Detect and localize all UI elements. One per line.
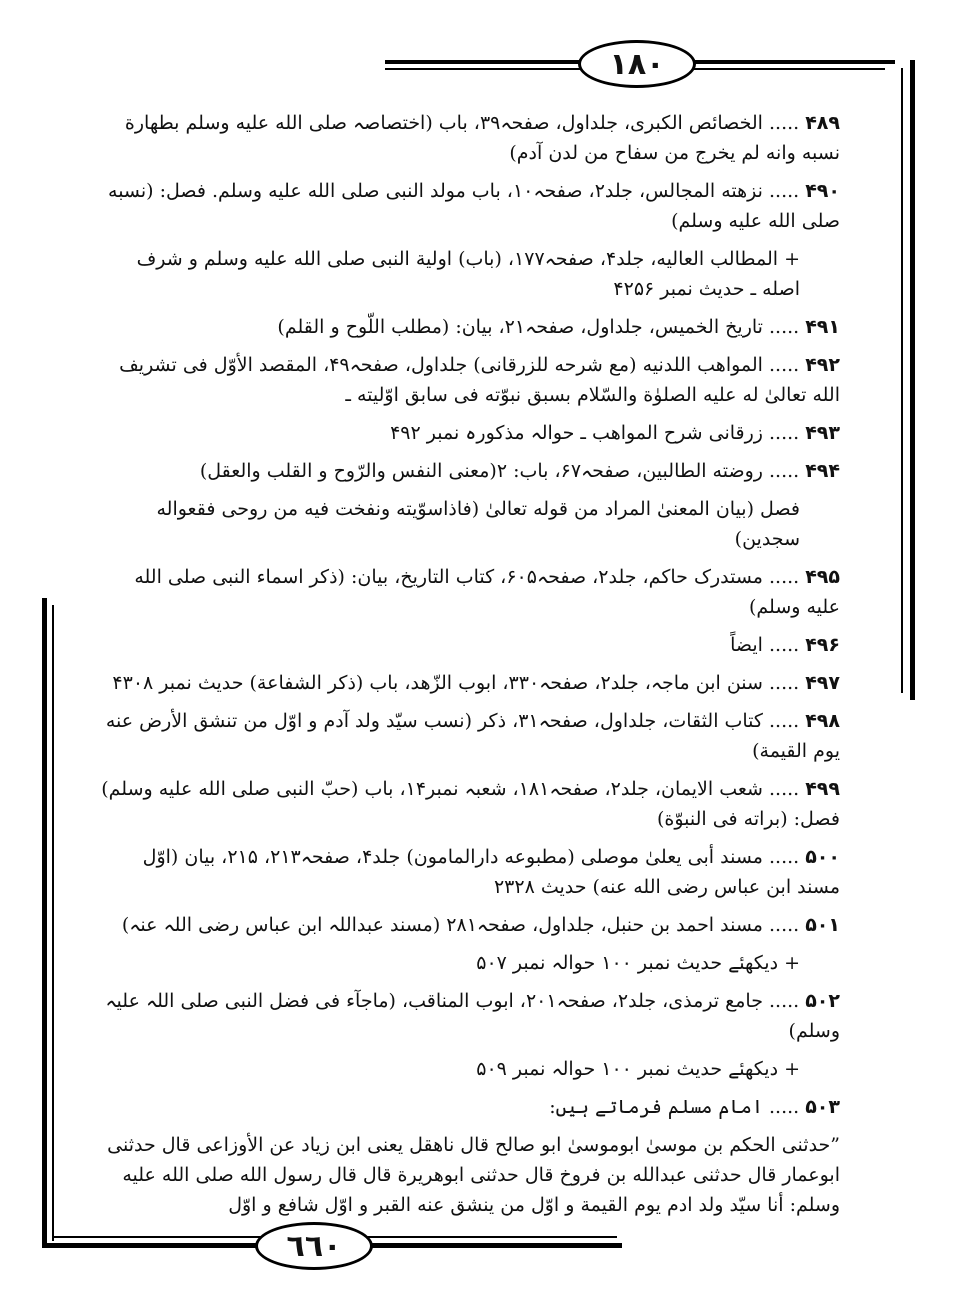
reference-entry: ۴۹۲..... المواهب اللدنیه (مع شرحه للزرقانی) جلداول، صفحہ۴۹، المقصد الأوّل فی تشریف الله تعالیٰ له علیه الصلوٰة والسّلام بسبق نبوّته فی سابق اوّلیته ـ	[119, 354, 840, 406]
bottom-page-number-text: ٦٦٠	[286, 1228, 342, 1264]
references-list	[98, 108, 840, 1228]
reference-entry: ۴۹۳..... زرقانی شرح المواهب ـ حوالہ مذکورہ نمبر ۴۹۲	[390, 422, 840, 444]
reference-entry: ۵۰۰..... مسند أبی یعلیٰ موصلی (مطبوعه دارالمامون) جلد۴، صفحہ۲۱۳، ۲۱۵، بیان (اوّل مسند ابن عباس رضی الله عنه) حدیث ۲۳۲۸	[142, 846, 840, 898]
reference-entry: ۵۰۳..... امام مسلم فرماتے ہیں:	[549, 1096, 840, 1118]
top-page-number	[578, 40, 696, 88]
reference-entry: ۴۹۷..... سنن ابن ماجہ، جلد۲، صفحہ۳۳۰، ابوب الزّهد، باب (ذکر الشفاعة) حدیث نمبر ۴۳۰۸	[112, 672, 840, 694]
reference-entry: ۴۹۵..... مستدرک حاکم، جلد۲، صفحہ۶۰۵، کتاب التاریخ، بیان: (ذکر اسماء النبی صلی الله علیه وسلم)	[134, 566, 840, 618]
reference-subentry: فصل (بیان المعنیٰ المراد من قوله تعالیٰ (فاذاسوّیته ونفخت فیه من روحی فقعواله سجدین)	[156, 498, 800, 550]
reference-subentry: + دیکھئے حدیث نمبر ۱۰۰ حوالہ نمبر ۵۰۹	[476, 1058, 800, 1080]
bottom-page-number	[255, 1222, 373, 1270]
reference-entry: ۴۹۴..... روضته الطالبین، صفحہ۶۷، باب: ۲(معنی النفس والرّوح و القلب والعقل)	[199, 460, 840, 482]
reference-entry: ۴۹۱..... تاریخ الخمیس، جلداول، صفحہ۲۱، بیان: (مطلب اللّوح و القلم)	[277, 316, 840, 338]
reference-entry: ۴۹۸..... کتاب الثقات، جلداول، صفحہ۳۱، ذکر (نسب سیّد ولد آدم و اوّل من تنشق الأرض عنه یوم القیمة)	[105, 710, 840, 762]
reference-entry: ۴۹۶..... ایضاً	[730, 634, 840, 656]
frame-left-line-inner	[52, 605, 54, 1241]
reference-entry: ۴۹۰..... نزهته المجالس، جلد۲، صفحہ۱۰، باب مولد النبی صلی الله علیه وسلم. فصل: (نسبه صلی الله علیه وسلم)	[108, 180, 840, 232]
hadith-quote: ”حدثنی الحکم بن موسیٰ ابوموسیٰ ابو صالح قال ناهقل یعنی ابن زیاد عن الأوزاعی قال حدثنی ابوعمار قال حدثنی عبدالله بن فروخ قال حدثنی ابوهریرة قال قال رسول الله صلی الله علیه وسلم: أنا سیّد ولد ادم یوم القیمة و اوّل من ینشق عنه القبر و اوّل شافع و اوّل	[107, 1134, 840, 1216]
reference-subentry: + دیکھئے حدیث نمبر ۱۰۰ حوالہ نمبر ۵۰۷	[476, 952, 800, 974]
frame-right-line	[910, 60, 915, 700]
reference-subentry: + المطالب العالیه، جلد۴، صفحہ۱۷۷، (باب) اولیة النبی صلی الله علیه وسلم و شرف اصله ـ حدیث نمبر ۴۲۵۶	[136, 248, 800, 300]
reference-entry: ۵۰۲..... جامع ترمذی، جلد۲، صفحہ۲۰۱، ابوب المناقب، (ماجآء فی فضل النبی صلی اللہ علیہ وسلم)	[105, 990, 840, 1042]
frame-left-line	[42, 598, 47, 1248]
reference-entry: ۴۹۹..... شعب الایمان، جلد۲، صفحہ۱۸۱، شعبہ نمبر۱۴، باب (حبّ النبی صلی الله علیه وسلم) فصل: (براته فی النبوّة)	[101, 778, 840, 830]
reference-entry: ۵۰۱..... مسند احمد بن حنبل، جلداول، صفحہ۲۸۱ (مسند عبداللہ ابن عباس رضی اللہ عنہ)	[121, 914, 840, 936]
frame-right-line-inner	[901, 68, 903, 693]
reference-entry: ۴۸۹..... الخصائص الکبری، جلداول، صفحہ۳۹، باب (اختصاصہ صلی الله علیه وسلم بطهارة نسبه وانه لم یخرج من سفاح من لدن آدم)	[124, 112, 840, 164]
top-page-number-text: ۱۸۰	[609, 46, 665, 82]
